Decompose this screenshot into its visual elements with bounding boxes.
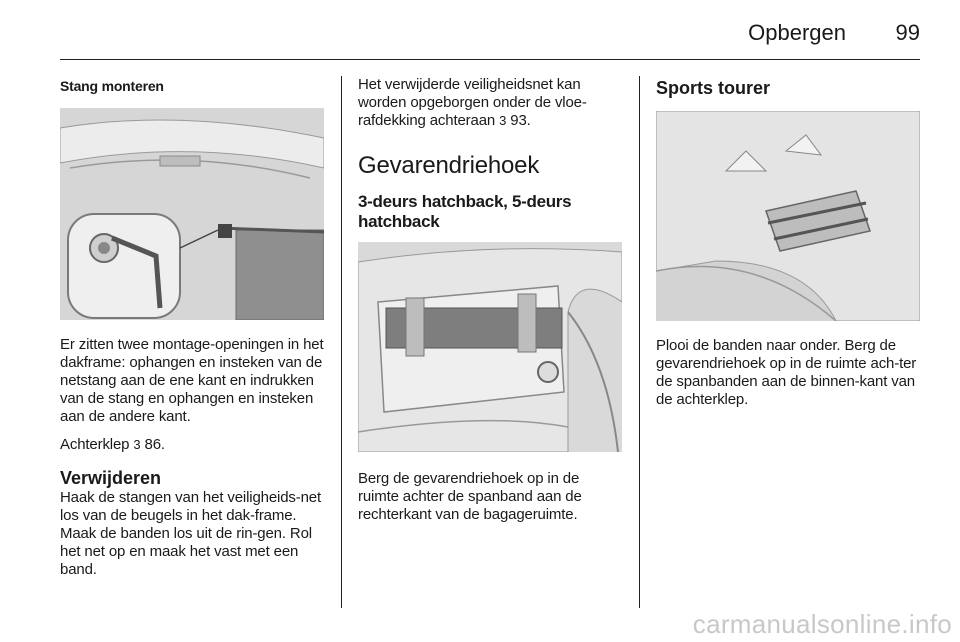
heading-stang-monteren: Stang monteren (60, 78, 164, 94)
page-ref-icon: 3 (133, 437, 141, 452)
paragraph-ref-achterklep (60, 436, 324, 454)
column-1 (60, 72, 324, 579)
stored-net-text: Het verwijderde veiligheidsnet kan worden opgeborgen onder de vloe-rafdekking achteraan (358, 76, 587, 129)
watermark: carmanualsonline.info (692, 609, 952, 639)
paragraph-stored-net (358, 76, 622, 130)
heading-sports-tourer: Sports tourer (656, 78, 771, 98)
ref-page: 93. (510, 112, 531, 129)
ref-page: 86. (144, 436, 165, 453)
ref-label: Achterklep (60, 436, 130, 453)
paragraph-remove: Haak de stangen van het veiligheids-net los van de beugels in het dak-frame. Maak de banden los uit de rin-gen. Rol het net op en maak het vast met een band. (60, 489, 321, 578)
page-header (60, 16, 920, 60)
paragraph-sports-tourer: Plooi de banden naar onder. Berg de gevarendriehoek op in de ruimte ach-ter de spanbanden aan de binnen-kant van de achterklep. (656, 337, 917, 408)
paragraph-store-triangle: Berg de gevarendriehoek op in de ruimte achter de spanband aan de rechterkant van de bagageruimte. (358, 470, 582, 523)
subheading-hatchback: 3-deurs hatchback, 5-deurs hatchback (358, 192, 572, 231)
page-number: 99 (895, 20, 920, 45)
figure-sports-tourer-triangle (656, 111, 920, 321)
column-3 (656, 72, 922, 409)
figure-hatchback-triangle (358, 242, 622, 452)
heading-verwijderen: Verwijderen (60, 468, 162, 488)
header-title: Opbergen (748, 20, 846, 45)
paragraph-mounting-openings: Er zitten twee montage-openingen in het dakframe: ophangen en insteken van de netstang aan de ene kant en indrukken van de stang en ophangen en insteken aan de andere kant. (60, 336, 324, 425)
figure-rod-mounting (60, 108, 324, 320)
column-divider (639, 76, 640, 608)
column-2 (358, 72, 622, 524)
page-ref-icon: 3 (499, 113, 507, 128)
heading-gevarendriehoek: Gevarendriehoek (358, 152, 540, 179)
column-divider (341, 76, 342, 608)
